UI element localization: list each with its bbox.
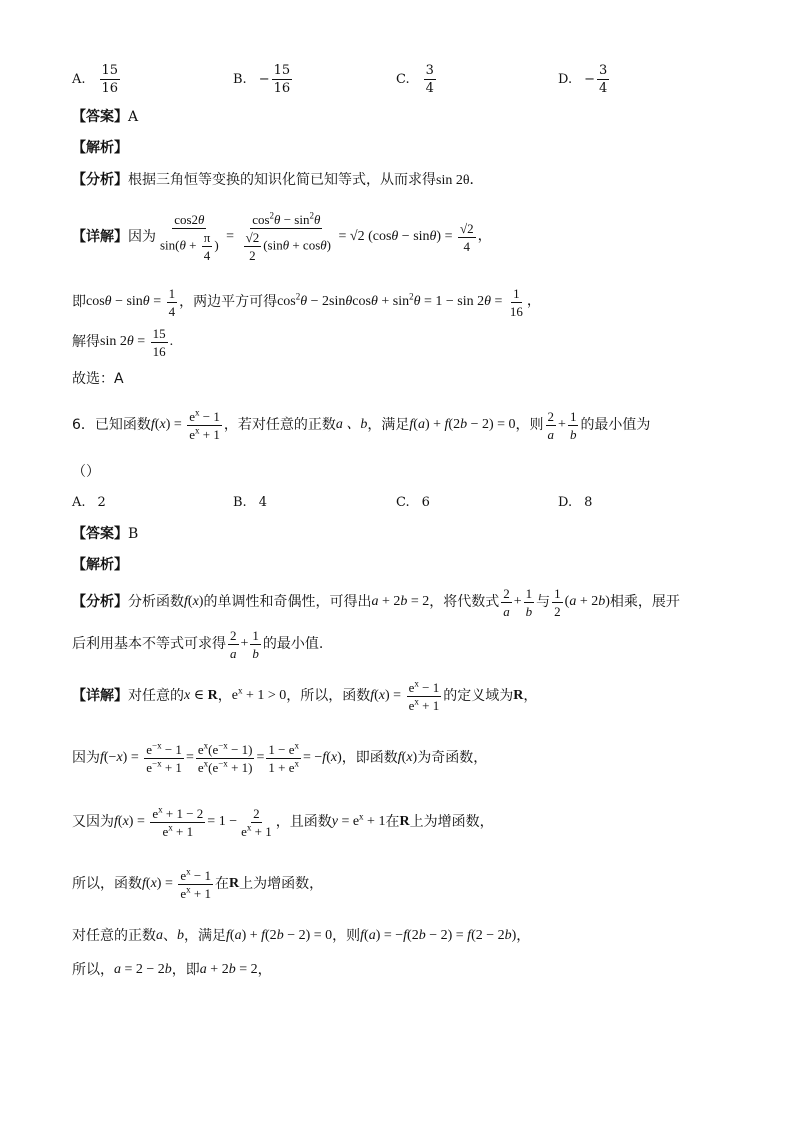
q6-stem: 6．已知函数 f(x) = $\frac{e^x - 1}{e^x + 1}$ ，若对任意的正数 a 、b ，满足 f(a) + f(2b − 2) = 0 ，则 $\frac{2}{a}$ + $\frac{1}{b}$ 的最小值为: [72, 407, 651, 442]
q6-detail-line5: 对任意的正数 a 、 b ，满足 f(a) + f(2b − 2) = 0 ，则 f(a) = −f(2b − 2) = f(2 − 2b) ，: [72, 928, 531, 944]
q5-option-a: A. $\frac{15}{16}$: [72, 63, 119, 96]
q6-option-c: C. 6: [396, 495, 430, 510]
q5-analysis-heading: 【解析】: [72, 140, 128, 156]
q6-fenxi-line2: 后利用基本不等式可求得 $\frac{2}{a}$ + $\frac{1}{b}$ 的最小值.: [72, 627, 324, 661]
q6-detail-line4: 所以，函数 f(x) = $\frac{e^x - 1}{e^x + 1}$ 在 R 上为增函数，: [72, 866, 324, 901]
q5-detail-line3: 解得 sin 2θ = $\frac{15}{16}$ .: [72, 325, 174, 359]
q6-paren: （）: [72, 464, 100, 480]
q6-option-a: A. 2: [72, 495, 106, 510]
q5-choose: 故选：A: [72, 371, 124, 387]
q6-detail-line2: 因为 f(−x) = $\frac{e^{-x} - 1}{e^{-x} + 1}$ = $\frac{e^x(e^{-x} - 1)}{e^x(e^{-x} + 1)}$ = $\frac{1 - e^x}{1 + e^x}$ = −f(x) ，即函数 f(x) 为奇函数，: [72, 740, 488, 775]
q6-fenxi-line1: 【分析】 分析函数 f(x) 的单调性和奇偶性，可得出 a + 2b = 2 ，将代数式 $\frac{2}{a}$ + $\frac{1}{b}$ 与 $\frac{1}{2}$ (a + 2b) 相乘，展开: [72, 585, 680, 619]
q5-detail-equation: 【详解】 因为 cos2θ sin(θ + $\frac{\pi}{4}$ ) = $\cos^2\theta - \sin^2\theta$ $\frac{√2}{2}$ (sinθ + cosθ) = √2 (cosθ − sinθ) = $\frac{√2}{4}$ ，: [72, 210, 492, 263]
q5-answer: 【答案】A: [72, 109, 139, 125]
q5-option-c: C. $\frac{3}{4}$: [396, 63, 434, 96]
q6-detail-line1: 【详解】 对任意的 x ∈ R ， $e^x + 1 > 0$ ，所以，函数 f(x) = $\frac{e^x - 1}{e^x + 1}$ 的定义域为 R ，: [72, 678, 538, 713]
q5-option-b: B. − $\frac{15}{16}$: [233, 63, 291, 96]
q6-option-b: B. 4: [233, 495, 267, 510]
q6-analysis-heading: 【解析】: [72, 557, 128, 573]
q5-detail-line2: 即 cosθ − sinθ = $\frac{1}{4}$ ，两边平方可得 $\cos^2\theta - 2\sin\theta\cos\theta + \sin^2\theta = 1 - \sin 2\theta$ = $\frac{1}{16}$ ，: [72, 285, 541, 319]
q6-detail-line6: 所以， a = 2 − 2b ，即 a + 2b = 2 ，: [72, 962, 272, 978]
q5-fenxi: 【分析】根据三角恒等变换的知识化简已知等式，从而求得sin 2θ．: [72, 172, 484, 188]
q6-option-d: D. 8: [558, 495, 593, 510]
q6-detail-line3: 又因为 f(x) = $\frac{e^x + 1 - 2}{e^x + 1}$ = 1 − $\frac{2}{e^x + 1}$ ，且函数 $y = e^x + 1$ 在 R 上为增函数，: [72, 804, 494, 839]
q6-answer: 【答案】B: [72, 526, 139, 542]
q5-option-d: D. − $\frac{3}{4}$: [558, 63, 608, 96]
